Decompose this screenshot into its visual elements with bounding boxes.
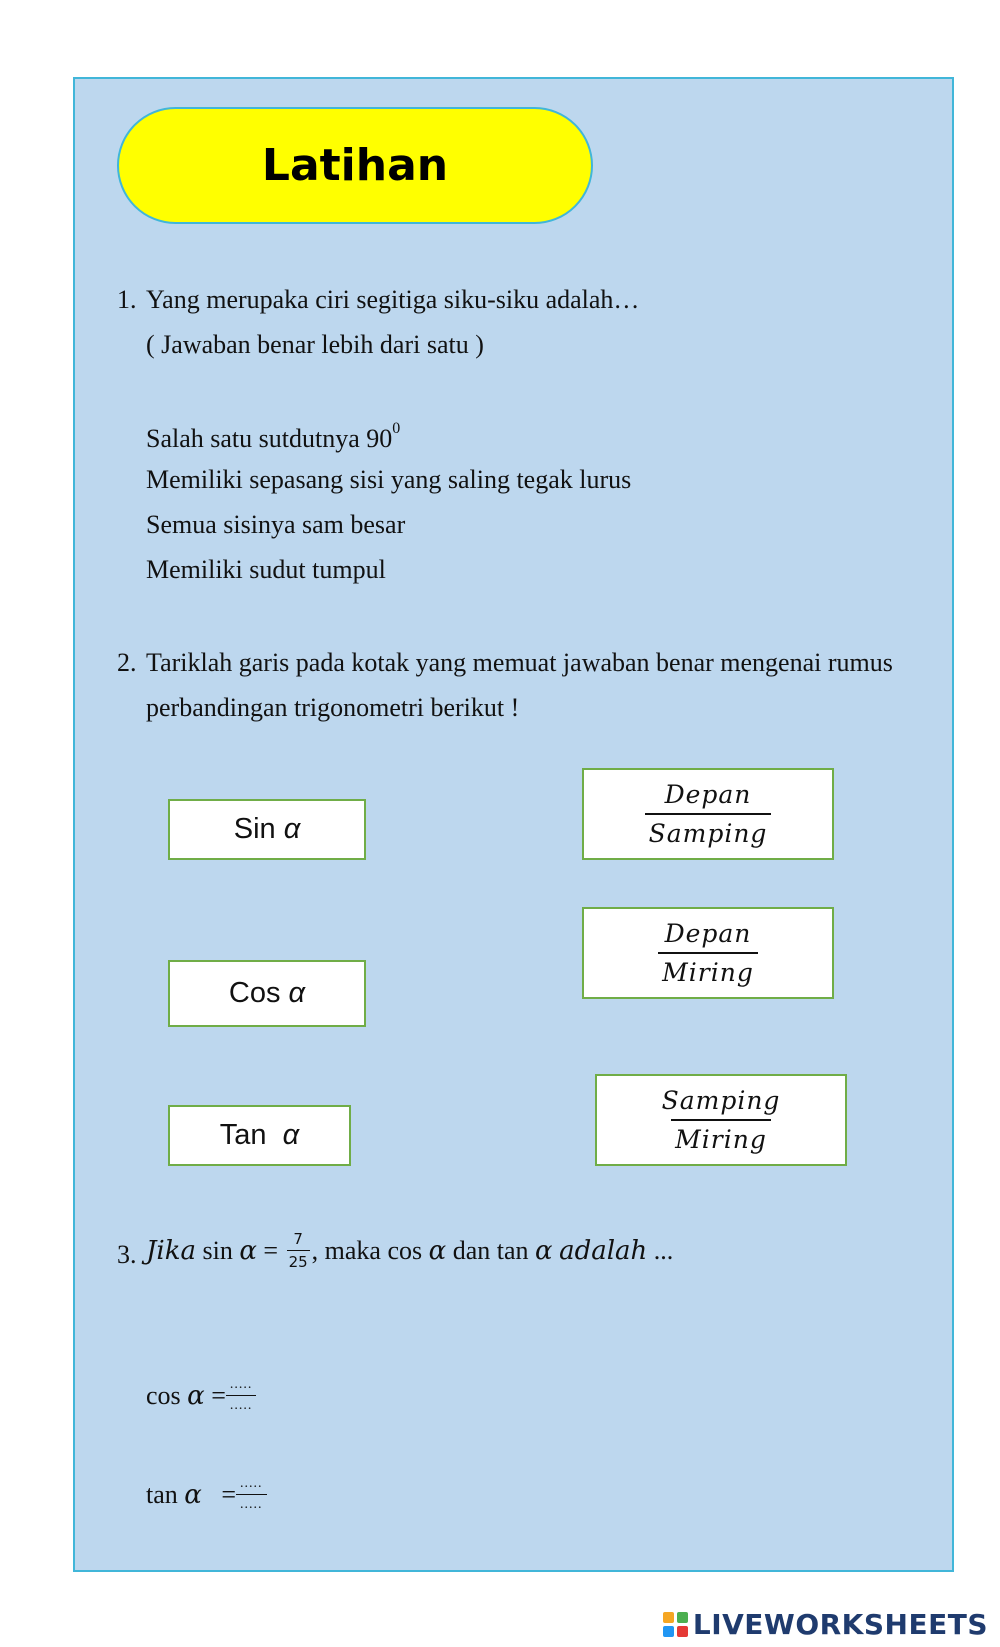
q3-question: Jika sin α = $\frac{7}{25}$ , maka cos α dan tan α adalah ... [146,1230,674,1271]
liveworksheets-logo [663,1608,988,1641]
q1-number: 1. [117,285,137,314]
q2-question-line1: Tariklah garis pada kotak yang memuat jawaban benar mengenai rumus [146,648,893,677]
q1-option[interactable]: Salah satu sutdutnya $90^0$ [146,420,401,453]
logo-icon [663,1612,689,1638]
fraction: $\frac{\text{Depan}}{\text{Samping}}$ [645,780,772,848]
brand-text: LIVEWORKSHEETS [692,1608,988,1641]
q3-tan-answer: tan α = $\frac{.....}{.....}$ [146,1477,267,1512]
q1-option[interactable]: Memiliki sepasang sisi yang saling tegak lurus [146,465,632,494]
match-right-depan-miring[interactable] [582,907,834,999]
q1-option[interactable]: Memiliki sudut tumpul [146,555,386,584]
page-title: Latihan [261,140,449,191]
q3-number: 3. [117,1240,137,1269]
q1-question: Yang merupaka ciri segitiga siku-siku adalah… [146,285,640,314]
title-banner [117,107,593,224]
q2-number: 2. [117,648,137,677]
match-left-tan[interactable]: Tan α [168,1105,351,1166]
fraction: $\frac{\text{Samping}}{\text{Miring}}$ [661,1086,781,1154]
answer-blank-fraction[interactable]: $\frac{.....}{.....}$ [236,1477,267,1512]
match-left-sin[interactable]: Sin α [168,799,366,860]
answer-blank-fraction[interactable]: $\frac{.....}{.....}$ [226,1378,257,1413]
fraction: $\frac{\text{Depan}}{\text{Miring}}$ [658,919,758,987]
q3-cos-answer: cos α = $\frac{.....}{.....}$ [146,1378,256,1413]
q1-note: ( Jawaban benar lebih dari satu ) [146,330,484,359]
q1-option[interactable]: Semua sisinya sam besar [146,510,406,539]
fraction: $\frac{7}{25}$ [288,1230,308,1271]
match-right-depan-samping[interactable] [582,768,834,860]
match-right-samping-miring[interactable] [595,1074,847,1166]
match-left-cos[interactable]: Cos α [168,960,366,1027]
q2-question-line2: perbandingan trigonometri berikut ! [146,693,520,722]
